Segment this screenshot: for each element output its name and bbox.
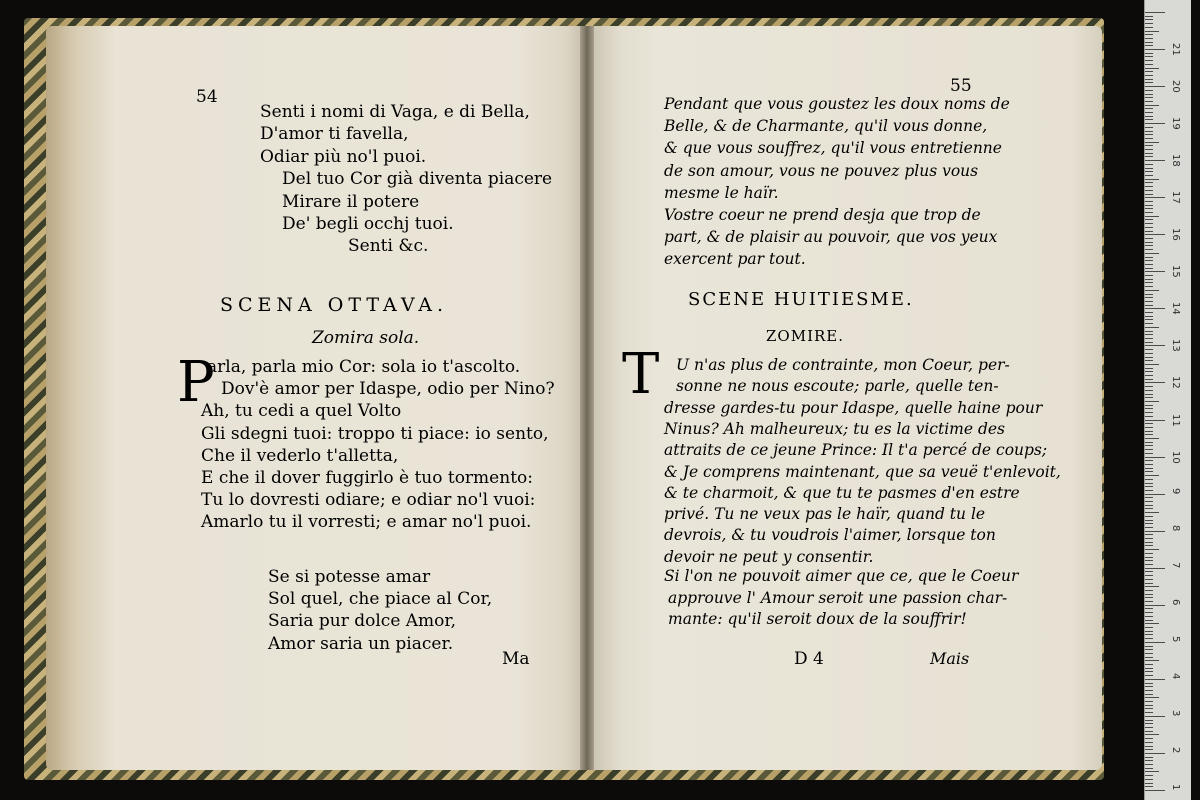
ruler-tick: [1145, 579, 1153, 580]
ruler-tick: [1145, 642, 1165, 643]
ruler-tick: [1145, 686, 1153, 687]
ruler-tick: [1145, 394, 1153, 395]
ruler-tick: [1145, 464, 1153, 465]
ruler-tick: [1145, 45, 1153, 46]
ruler-tick: [1145, 186, 1153, 187]
ruler-tick: [1145, 349, 1153, 350]
ruler-tick: [1145, 53, 1153, 54]
ruler-tick: [1145, 753, 1165, 754]
ruler-tick: [1145, 627, 1153, 628]
ruler-tick: [1145, 512, 1159, 513]
prose-line: mante: qu'il seroit doux de la souffrir!: [668, 610, 967, 628]
ruler-tick: [1145, 668, 1153, 669]
prose-line: U n'as plus de contrainte, mon Coeur, per-: [676, 356, 1010, 374]
ruler-tick: [1145, 227, 1153, 228]
ruler-number: 6: [1170, 598, 1181, 606]
ruler-tick: [1145, 501, 1153, 502]
ruler-tick: [1145, 438, 1159, 439]
ruler-tick: [1145, 94, 1153, 95]
ruler-tick: [1145, 434, 1153, 435]
ruler-tick: [1145, 201, 1153, 202]
prose-line: & Je comprens maintenant, que sa veuë t'enlevoit,: [664, 462, 1061, 481]
ruler-tick: [1145, 34, 1153, 35]
ruler-tick: [1145, 590, 1153, 591]
ruler-tick: [1145, 368, 1153, 369]
ruler-tick: [1145, 31, 1159, 32]
ruler-tick: [1145, 279, 1153, 280]
ruler-tick: [1145, 605, 1165, 606]
prose-line: devoir ne peut y consentir.: [664, 547, 874, 566]
ruler-tick: [1145, 249, 1153, 250]
prose-line: Pendant que vous goustez les doux noms de: [664, 95, 1010, 113]
ruler-tick: [1145, 683, 1153, 684]
ruler-tick: [1145, 634, 1153, 635]
ruler-tick: [1145, 360, 1153, 361]
ruler-tick: [1145, 508, 1153, 509]
ruler-tick: [1145, 401, 1159, 402]
ruler-tick: [1145, 549, 1159, 550]
ruler-tick: [1145, 638, 1153, 639]
ruler-tick: [1145, 290, 1159, 291]
ruler-tick: [1145, 116, 1153, 117]
ruler-tick: [1145, 386, 1153, 387]
ruler-tick: [1145, 631, 1153, 632]
ruler-tick: [1145, 653, 1153, 654]
ruler-number: 14: [1170, 302, 1181, 316]
prose-line: de son amour, vous ne pouvez plus vous: [664, 161, 979, 180]
prose-line: Si l'on ne pouvoit aimer que ce, que le Coeur: [664, 567, 1019, 585]
prose-line: devrois, & tu voudrois l'aimer, lorsque ton: [664, 526, 996, 545]
ruler-tick: [1145, 479, 1153, 480]
prose-line: part, & de plaisir au pouvoir, que vos yeux: [664, 228, 998, 247]
ruler-tick: [1145, 423, 1153, 424]
ruler-tick: [1145, 375, 1153, 376]
ruler-tick: [1145, 534, 1153, 535]
ruler-tick: [1145, 382, 1165, 383]
ruler-tick: [1145, 60, 1153, 61]
ruler-tick: [1145, 97, 1153, 98]
ruler-number: 2: [1170, 746, 1181, 754]
ruler-tick: [1145, 427, 1153, 428]
ruler-tick: [1145, 153, 1153, 154]
measuring-ruler: [1144, 0, 1191, 800]
ruler-tick: [1145, 671, 1153, 672]
ruler-tick: [1145, 494, 1165, 495]
ruler-tick: [1145, 208, 1153, 209]
prose-line: Ninus? Ah malheureux; tu es la victime des: [664, 419, 1006, 438]
prose-line: attraits de ce jeune Prince: Il t'a percé de coups;: [664, 441, 1048, 460]
ruler-tick: [1145, 408, 1153, 409]
ruler-tick: [1145, 545, 1153, 546]
ruler-tick: [1145, 620, 1153, 621]
ruler-tick: [1145, 86, 1165, 87]
ruler-number: 18: [1170, 154, 1181, 167]
ruler-tick: [1145, 327, 1159, 328]
ruler-tick: [1145, 312, 1153, 313]
ruler-tick: [1145, 331, 1153, 332]
ruler-tick: [1145, 242, 1153, 243]
ruler-number: 1: [1170, 784, 1181, 791]
verse-line: Ah, tu cedi a quel Volto: [201, 401, 402, 422]
ruler-tick: [1145, 334, 1153, 335]
ruler-tick: [1145, 564, 1153, 565]
verse-line: Sol quel, che piace al Cor,: [268, 589, 493, 610]
ruler-number: 13: [1170, 339, 1181, 353]
ruler-tick: [1145, 453, 1153, 454]
verse-line: Dov'è amor per Idaspe, odio per Nino?: [221, 379, 555, 400]
ruler-tick: [1145, 149, 1153, 150]
ruler-tick: [1145, 316, 1153, 317]
ruler-tick: [1145, 101, 1153, 102]
ruler-tick: [1145, 738, 1153, 739]
ruler-tick: [1145, 660, 1159, 661]
ruler-tick: [1145, 175, 1153, 176]
ruler-tick: [1145, 134, 1153, 135]
ruler-tick: [1145, 345, 1165, 346]
ruler-tick: [1145, 164, 1153, 165]
ruler-tick: [1145, 190, 1153, 191]
left-scene-heading: SCENA OTTAVA.: [220, 294, 449, 316]
ruler-tick: [1145, 664, 1153, 665]
prose-line: approuve l' Amour seroit une passion char-: [668, 588, 1008, 607]
ruler-tick: [1145, 571, 1153, 572]
ruler-tick: [1145, 156, 1153, 157]
ruler-tick: [1145, 568, 1165, 569]
ruler-tick: [1145, 90, 1153, 91]
ruler-tick: [1145, 342, 1153, 343]
verse-line: Del tuo Cor già diventa piacere: [282, 169, 553, 190]
verse-line: Amor saria un piacer.: [268, 633, 454, 654]
prose-line: & que vous souffrez, qu'il vous entretienne: [664, 139, 1002, 158]
ruler-tick: [1145, 305, 1153, 306]
prose-line: & te charmoit, & que tu te pasmes d'en estre: [664, 483, 1020, 502]
ruler-tick: [1145, 705, 1153, 706]
ruler-tick: [1145, 505, 1153, 506]
ruler-tick: [1145, 420, 1165, 421]
ruler-tick: [1145, 701, 1153, 702]
ruler-tick: [1145, 646, 1153, 647]
ruler-tick: [1145, 168, 1153, 169]
ruler-tick: [1145, 127, 1153, 128]
ruler-tick: [1145, 371, 1153, 372]
verse-line: E che il dover fuggirlo è tuo tormento:: [201, 468, 533, 488]
ruler-tick: [1145, 27, 1153, 28]
ruler-tick: [1145, 68, 1159, 69]
ruler-tick: [1145, 297, 1153, 298]
right-scene-character: ZOMIRE.: [766, 327, 845, 345]
verse-line: arla, parla mio Cor: sola io t'ascolto.: [207, 357, 521, 377]
ruler-tick: [1145, 697, 1159, 698]
ruler-tick: [1145, 142, 1159, 143]
ruler-tick: [1145, 597, 1153, 598]
ruler-tick: [1145, 727, 1153, 728]
ruler-tick: [1145, 460, 1153, 461]
prose-line: sonne ne nous escoute; parle, quelle ten-: [676, 377, 999, 396]
ruler-tick: [1145, 231, 1153, 232]
ruler-tick: [1145, 616, 1153, 617]
ruler-tick: [1145, 82, 1153, 83]
ruler-tick: [1145, 119, 1153, 120]
ruler-number: 20: [1170, 80, 1181, 93]
ruler-tick: [1145, 775, 1153, 776]
ruler-tick: [1145, 786, 1153, 787]
ruler-number: 11: [1170, 413, 1181, 427]
ruler-tick: [1145, 319, 1153, 320]
ruler-tick: [1145, 131, 1153, 132]
ruler-tick: [1145, 71, 1153, 72]
ruler-number: 12: [1170, 376, 1181, 390]
prose-line: Vostre coeur ne prend desja que trop de: [664, 206, 981, 224]
ruler-tick: [1145, 338, 1153, 339]
ruler-tick: [1145, 282, 1153, 283]
ruler-tick: [1145, 520, 1153, 521]
ruler-tick: [1145, 471, 1153, 472]
ruler-tick: [1145, 260, 1153, 261]
ruler-tick: [1145, 457, 1165, 458]
ruler-number: 19: [1170, 117, 1181, 130]
ruler-tick: [1145, 194, 1153, 195]
ruler-tick: [1145, 323, 1153, 324]
ruler-tick: [1145, 712, 1153, 713]
ruler-tick: [1145, 649, 1153, 650]
ruler-tick: [1145, 219, 1153, 220]
ruler-tick: [1145, 553, 1153, 554]
verse-line: De' begli occhj tuoi.: [282, 214, 454, 234]
ruler-tick: [1145, 197, 1165, 198]
right-catchword: Mais: [930, 649, 970, 668]
ruler-tick: [1145, 294, 1153, 295]
ruler-tick: [1145, 442, 1153, 443]
prose-line: Belle, & de Charmante, qu'il vous donne,: [664, 117, 988, 136]
ruler-tick: [1145, 390, 1153, 391]
ruler-tick: [1145, 42, 1153, 43]
ruler-tick: [1145, 108, 1153, 109]
ruler-tick: [1145, 357, 1153, 358]
ruler-tick: [1145, 245, 1153, 246]
ruler-tick: [1145, 286, 1153, 287]
ruler-tick: [1145, 749, 1153, 750]
ruler-tick: [1145, 234, 1165, 235]
ruler-tick: [1145, 79, 1153, 80]
ruler-number: 5: [1170, 635, 1181, 643]
verse-line: Senti &c.: [348, 236, 429, 257]
ruler-tick: [1145, 271, 1165, 272]
ruler-number: 8: [1170, 524, 1181, 532]
ruler-number: 9: [1170, 487, 1181, 494]
ruler-tick: [1145, 575, 1153, 576]
ruler-tick: [1145, 720, 1153, 721]
ruler-tick: [1145, 608, 1153, 609]
ruler-tick: [1145, 75, 1153, 76]
ruler-tick: [1145, 516, 1153, 517]
ruler-tick: [1145, 771, 1159, 772]
ruler-tick: [1145, 746, 1153, 747]
verse-line: Se si potesse amar: [268, 567, 431, 587]
ruler-tick: [1145, 38, 1153, 39]
verse-line: Mirare il potere: [282, 191, 420, 212]
ruler-tick: [1145, 212, 1153, 213]
verse-line: Odiar più no'l puoi.: [260, 146, 427, 167]
ruler-number: 10: [1170, 450, 1181, 464]
ruler-tick: [1145, 397, 1153, 398]
verse-line: Saria pur dolce Amor,: [268, 611, 457, 632]
right-page-number: 55: [950, 76, 972, 96]
ruler-tick: [1145, 182, 1153, 183]
left-catchword: Ma: [502, 649, 530, 669]
ruler-tick: [1145, 742, 1153, 743]
ruler-tick: [1145, 523, 1153, 524]
ruler-tick: [1145, 531, 1165, 532]
ruler-tick: [1145, 675, 1153, 676]
left-page-number: 54: [196, 87, 218, 107]
verse-line: Senti i nomi di Vaga, e di Bella,: [260, 102, 530, 122]
ruler-number: 4: [1170, 672, 1181, 680]
ruler-tick: [1145, 734, 1159, 735]
ruler-tick: [1145, 64, 1153, 65]
ruler-tick: [1145, 538, 1153, 539]
ruler-number: 16: [1170, 228, 1181, 242]
ruler-tick: [1145, 138, 1153, 139]
ruler-tick: [1145, 560, 1153, 561]
ruler-tick: [1145, 768, 1153, 769]
ruler-number: 21: [1170, 43, 1181, 56]
ruler-tick: [1145, 790, 1165, 791]
ruler-tick: [1145, 657, 1153, 658]
ruler-tick: [1145, 123, 1165, 124]
verse-line: D'amor ti favella,: [260, 124, 409, 145]
ruler-tick: [1145, 583, 1153, 584]
ruler-tick: [1145, 757, 1153, 758]
ruler-tick: [1145, 257, 1153, 258]
ruler-tick: [1145, 160, 1165, 161]
verse-line: Gli sdegni tuoi: troppo ti piace: io sento,: [201, 423, 549, 444]
prose-line: mesme le haïr.: [664, 183, 779, 202]
ruler-tick: [1145, 445, 1153, 446]
ruler-tick: [1145, 179, 1159, 180]
ruler-tick: [1145, 760, 1153, 761]
ruler-tick: [1145, 145, 1153, 146]
ruler-tick: [1145, 468, 1153, 469]
ruler-tick: [1145, 16, 1153, 17]
ruler-tick: [1145, 23, 1153, 24]
verse-line: Che il vederlo t'alletta,: [201, 445, 399, 466]
ruler-tick: [1145, 612, 1153, 613]
verse-line: Tu lo dovresti odiare; e odiar no'l vuoi:: [201, 490, 536, 511]
ruler-tick: [1145, 353, 1153, 354]
ruler-tick: [1145, 731, 1153, 732]
ruler-tick: [1145, 19, 1153, 20]
ruler-tick: [1145, 708, 1153, 709]
prose-line: exercent par tout.: [664, 250, 806, 269]
ruler-tick: [1145, 308, 1165, 309]
ruler-tick: [1145, 723, 1153, 724]
ruler-tick: [1145, 112, 1153, 113]
ruler-tick: [1145, 779, 1153, 780]
ruler-number: 15: [1170, 265, 1181, 279]
verse-line: Amarlo tu il vorresti; e amar no'l puoi.: [201, 512, 532, 533]
right-dropcap: T: [622, 342, 660, 407]
ruler-tick: [1145, 542, 1153, 543]
right-scene-heading: SCENE HUITIESME.: [688, 289, 914, 310]
ruler-tick: [1145, 557, 1153, 558]
ruler-tick: [1145, 764, 1153, 765]
ruler-tick: [1145, 679, 1165, 680]
ruler-tick: [1145, 623, 1159, 624]
ruler-tick: [1145, 216, 1159, 217]
ruler-tick: [1145, 416, 1153, 417]
ruler-tick: [1145, 405, 1153, 406]
ruler-tick: [1145, 364, 1159, 365]
prose-line: privé. Tu ne veux pas le haïr, quand tu le: [664, 505, 986, 524]
left-dropcap: P: [177, 350, 215, 415]
ruler-tick: [1145, 690, 1153, 691]
ruler-number: 17: [1170, 191, 1181, 204]
ruler-tick: [1145, 301, 1153, 302]
ruler-tick: [1145, 594, 1153, 595]
ruler-tick: [1145, 783, 1153, 784]
ruler-tick: [1145, 412, 1153, 413]
left-scene-character: Zomira sola.: [312, 328, 420, 348]
ruler-tick: [1145, 716, 1165, 717]
ruler-number: 7: [1170, 561, 1181, 569]
ruler-tick: [1145, 105, 1159, 106]
ruler-tick: [1145, 475, 1159, 476]
ruler-tick: [1145, 586, 1159, 587]
signature-mark: D 4: [794, 649, 824, 669]
ruler-tick: [1145, 253, 1159, 254]
ruler-tick: [1145, 171, 1153, 172]
ruler-tick: [1145, 56, 1153, 57]
ruler-tick: [1145, 49, 1165, 50]
ruler-tick: [1145, 264, 1153, 265]
ruler-tick: [1145, 527, 1153, 528]
ruler-number: 3: [1170, 709, 1181, 717]
ruler-tick: [1145, 449, 1153, 450]
ruler-tick: [1145, 483, 1153, 484]
ruler-tick: [1145, 694, 1153, 695]
ruler-tick: [1145, 268, 1153, 269]
prose-line: dresse gardes-tu pour Idaspe, quelle haine pour: [664, 398, 1043, 417]
ruler-tick: [1145, 275, 1153, 276]
ruler-tick: [1145, 497, 1153, 498]
ruler-tick: [1145, 379, 1153, 380]
ruler-tick: [1145, 238, 1153, 239]
ruler-tick: [1145, 205, 1153, 206]
ruler-tick: [1145, 223, 1153, 224]
ruler-tick: [1145, 431, 1153, 432]
ruler-tick: [1145, 12, 1165, 13]
ruler-tick: [1145, 490, 1153, 491]
book-gutter: [580, 26, 594, 770]
ruler-tick: [1145, 601, 1153, 602]
ruler-tick: [1145, 486, 1153, 487]
